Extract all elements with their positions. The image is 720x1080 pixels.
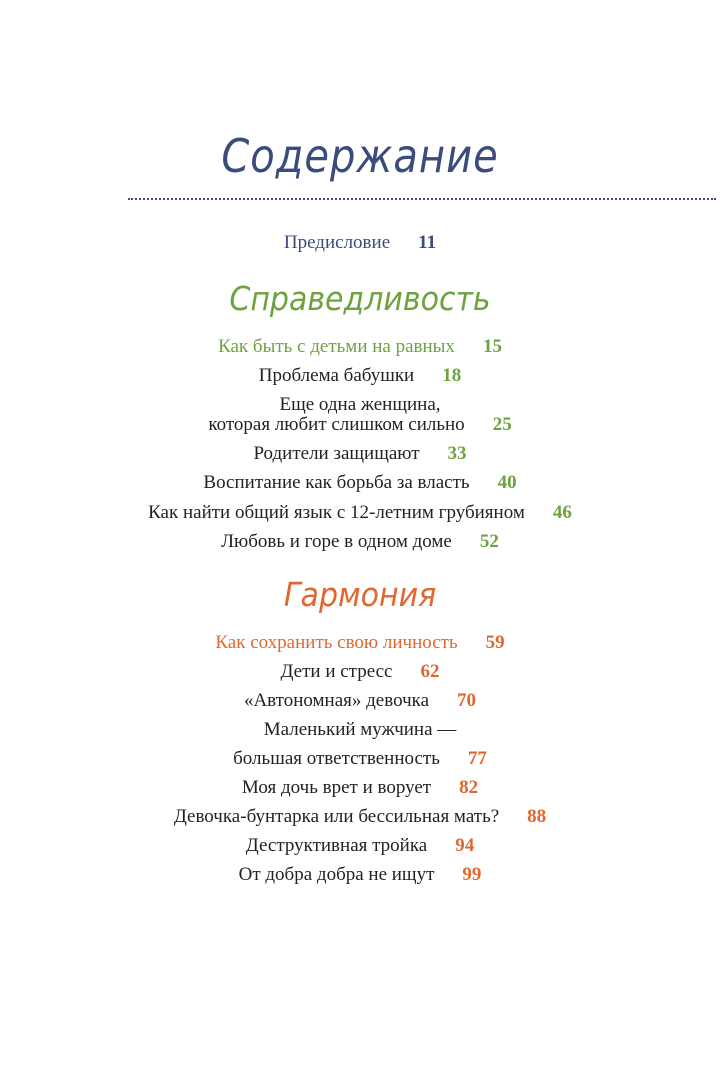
toc-entry[interactable] [0, 806, 720, 828]
toc-entry-label: Дети и стресс [280, 661, 393, 682]
toc-entry-label: «Автономная» девочка [243, 690, 430, 711]
toc-entry[interactable] [0, 443, 720, 465]
toc-entry-page: 99 [462, 864, 482, 885]
toc-entry[interactable] [0, 632, 720, 654]
toc-entry-page: 70 [457, 690, 477, 711]
toc-entry-page: 11 [418, 232, 437, 253]
section-heading-harmony: Гармония [283, 576, 437, 615]
page-title: Содержание [221, 130, 499, 184]
toc-preface[interactable] [0, 232, 720, 254]
toc-entry[interactable] [0, 719, 720, 741]
toc-entry-label: Как быть с детьми на равных [218, 336, 455, 357]
toc-entry-page: 25 [492, 414, 512, 435]
toc-entry[interactable] [0, 472, 720, 494]
toc-entry[interactable] [0, 864, 720, 886]
toc-entry-label: Моя дочь врет и ворует [241, 777, 432, 798]
toc-entry-label: Любовь и горе в одном доме [221, 531, 452, 552]
toc-entry-page: 77 [467, 748, 487, 769]
toc-entry-page: 40 [497, 472, 517, 493]
toc-entry-page: 33 [447, 443, 467, 464]
toc-entry-page: 82 [459, 777, 479, 798]
toc-entry[interactable] [0, 748, 720, 770]
toc-entry[interactable] [0, 661, 720, 683]
toc-entry-page: 18 [442, 365, 462, 386]
toc-entry[interactable] [0, 777, 720, 799]
toc-entry[interactable] [0, 336, 720, 358]
toc-entry[interactable] [0, 531, 720, 553]
toc-entry-page: 62 [420, 661, 440, 682]
toc-entry-page: 94 [455, 835, 475, 856]
toc-entry-page: 88 [527, 806, 547, 827]
toc-entry-label: Девочка-бунтарка или бессильная мать? [173, 806, 500, 827]
toc-entry-label: большая ответственность [233, 748, 440, 769]
toc-entry[interactable] [0, 394, 720, 416]
toc-entry-page: 46 [552, 502, 572, 523]
toc-entry-label: Маленький мужчина — [263, 719, 457, 740]
toc-entry-label: От добра добра не ищут [238, 864, 435, 885]
toc-entry[interactable] [0, 835, 720, 857]
toc-entry-label: Предисловие [283, 232, 391, 253]
toc-entry-label: Еще одна женщина, [279, 394, 441, 415]
toc-entry-page: 52 [479, 531, 499, 552]
toc-entry-label: Родители защищают [253, 443, 420, 464]
toc-entry-page: 59 [485, 632, 505, 653]
title-divider [128, 198, 716, 200]
toc-entry-page: 15 [482, 336, 502, 357]
toc-entry[interactable] [0, 690, 720, 712]
section-heading-justice: Справедливость [229, 280, 491, 319]
toc-entry[interactable] [0, 414, 720, 436]
toc-entry-label: Деструктивная тройка [245, 835, 428, 856]
toc-entry-label: Проблема бабушки [258, 365, 415, 386]
toc-entry[interactable] [0, 502, 720, 524]
toc-entry-label: Как сохранить свою личность [215, 632, 458, 653]
toc-entry[interactable] [0, 365, 720, 387]
toc-entry-label: Воспитание как борьба за власть [203, 472, 470, 493]
toc-entry-label: которая любит слишком сильно [208, 414, 465, 435]
toc-entry-label: Как найти общий язык с 12-летним грубияном [148, 502, 525, 523]
